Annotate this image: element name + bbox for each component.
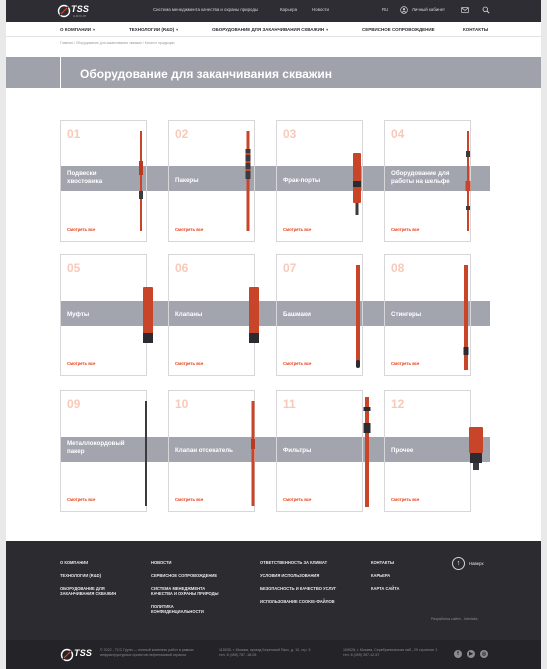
search-icon[interactable] <box>482 6 490 14</box>
breadcrumb[interactable]: Главная / Оборудование для заканчивания скважин / Каталог продукции <box>60 41 175 45</box>
footer-column <box>260 560 360 612</box>
see-all-link[interactable]: Смотреть все <box>283 361 312 366</box>
address-line: 115035, г. Москва, проезд Береговой Пасс, д. 10, стр. 5 <box>219 648 311 652</box>
top-link-career[interactable]: Карьера <box>280 7 298 12</box>
see-all-link[interactable]: Смотреть все <box>175 361 204 366</box>
nav-label: ТЕХНОЛОГИИ (R&D) <box>129 27 175 32</box>
card-number: 10 <box>175 397 189 411</box>
coupling-image <box>141 285 155 345</box>
account-link[interactable]: Личный кабинет <box>412 7 446 12</box>
card-number: 12 <box>391 397 405 411</box>
nav-item-contacts[interactable] <box>463 27 488 32</box>
footer-link[interactable]: О КОМПАНИИ <box>60 560 89 565</box>
phone-line[interactable]: тел. 8 (499) 397-12-57 <box>343 653 380 657</box>
card-number: 11 <box>283 397 296 411</box>
logo-mark-icon <box>57 4 71 18</box>
category-card[interactable] <box>168 120 255 242</box>
card-label: Клапаны <box>175 311 203 318</box>
frac-port-image <box>351 151 363 216</box>
card-number: 09 <box>67 397 81 411</box>
card-label: Стингеры <box>391 311 422 318</box>
footer-link[interactable]: КАРЬЕРА <box>371 573 391 578</box>
see-all-link[interactable]: Смотреть все <box>283 497 312 502</box>
nav-item-service[interactable] <box>362 27 435 32</box>
logo-mark-icon <box>60 648 74 662</box>
shutoff-valve-image <box>249 401 257 506</box>
footer-link[interactable]: УСЛОВИЯ ИСПОЛЬЗОВАНИЯ <box>260 573 320 578</box>
nav-label: КОНТАКТЫ <box>463 27 489 32</box>
office-address-1 <box>219 648 339 658</box>
footer-link[interactable]: ТЕХНОЛОГИИ (R&D) <box>60 573 101 578</box>
language-switch[interactable]: RU <box>382 7 389 12</box>
see-all-link[interactable]: Смотреть все <box>175 227 204 232</box>
category-card[interactable] <box>60 390 147 512</box>
see-all-link[interactable]: Смотреть все <box>67 227 96 232</box>
youtube-icon[interactable]: ▶ <box>467 650 475 658</box>
mail-icon[interactable] <box>461 6 469 14</box>
category-card[interactable] <box>168 254 255 376</box>
chevron-down-icon: ▾ <box>176 27 179 32</box>
card-label: Металлокордовый пакер <box>67 440 125 455</box>
logo-text: TSS <box>71 4 90 14</box>
footer-link[interactable]: ИСПОЛЬЗОВАНИЕ COOKIE-ФАЙЛОВ <box>260 599 335 604</box>
logo-text: TSS <box>74 648 93 658</box>
copyright: © 2022 - ТСС Групп — полный комплекс работ в рамках инфраструктурных проектов нефтегазовой отрасли <box>100 648 194 657</box>
category-card[interactable] <box>384 120 471 242</box>
offshore-equipment-image <box>463 131 473 231</box>
nav-item-equipment[interactable] <box>212 27 328 32</box>
footer-column <box>371 560 447 599</box>
category-card[interactable] <box>384 254 471 376</box>
liner-hanger-image <box>137 131 145 231</box>
card-label: Башмаки <box>283 311 311 318</box>
top-link-news[interactable]: Новости <box>312 7 329 12</box>
category-card[interactable] <box>276 254 363 376</box>
nav-label: СЕРВИСНОЕ СОПРОВОЖДЕНИЕ <box>362 27 435 32</box>
footer-link[interactable]: НОВОСТИ <box>151 560 172 565</box>
top-bar <box>6 0 541 22</box>
card-number: 06 <box>175 261 189 275</box>
scroll-up-button[interactable] <box>452 557 465 570</box>
filter-image <box>361 397 373 507</box>
see-all-link[interactable]: Смотреть все <box>391 361 420 366</box>
top-link-quality[interactable]: Система менеджмента качества и охраны природы <box>153 7 259 12</box>
card-label: Фильтры <box>283 447 312 454</box>
footer-link[interactable]: БЕЗОПАСНОСТЬ И КАЧЕСТВО УСЛУГ <box>260 586 337 591</box>
other-equipment-image <box>467 425 485 471</box>
see-all-link[interactable]: Смотреть все <box>175 497 204 502</box>
footer <box>6 541 541 640</box>
category-card[interactable] <box>60 254 147 376</box>
category-card[interactable] <box>276 390 363 512</box>
logo[interactable] <box>57 4 97 18</box>
footer-column <box>60 560 136 604</box>
developer-credit[interactable]: Разработка сайта - Interlabs <box>431 617 478 621</box>
footer-logo[interactable] <box>60 648 100 662</box>
footer-link[interactable]: ОБОРУДОВАНИЕ ДЛЯ ЗАКАНЧИВАНИЯ СКВАЖИН <box>60 586 117 596</box>
card-label: Оборудование для работы на шельфе <box>391 170 450 185</box>
see-all-link[interactable]: Смотреть все <box>391 497 420 502</box>
card-label: Клапан отсекатель <box>175 447 233 454</box>
category-card[interactable] <box>384 390 471 512</box>
category-card[interactable] <box>276 120 363 242</box>
address-line: 109028, г. Москва, Серебряническая наб., 29 строение 1 <box>343 648 438 652</box>
shoe-image <box>353 265 363 370</box>
page <box>6 0 541 669</box>
phone-line[interactable]: тел. 8 (495) 787 -18-05 <box>219 653 257 657</box>
footer-link[interactable]: ПОЛИТИКА КОНФИДЕНЦИАЛЬНОСТИ <box>151 604 204 614</box>
card-number: 07 <box>283 261 297 275</box>
card-number: 03 <box>283 127 297 141</box>
main-nav <box>6 22 541 37</box>
instagram-icon[interactable]: ◎ <box>481 651 487 657</box>
card-number: 08 <box>391 261 405 275</box>
see-all-link[interactable]: Смотреть все <box>391 227 420 232</box>
category-card[interactable] <box>60 120 147 242</box>
card-number: 04 <box>391 127 405 141</box>
card-number: 05 <box>67 261 81 275</box>
chevron-down-icon: ▾ <box>92 27 95 32</box>
card-label: Прочее <box>391 447 414 454</box>
card-label: Муфты <box>67 311 90 318</box>
card-number: 01 <box>67 127 81 141</box>
logo-subtext: GROUP <box>73 14 87 18</box>
packer-image <box>243 131 253 231</box>
see-all-link[interactable]: Смотреть все <box>67 497 96 502</box>
card-number: 02 <box>175 127 189 141</box>
footer-link[interactable]: КОНТАКТЫ <box>371 560 394 565</box>
see-all-link[interactable]: Смотреть все <box>67 361 96 366</box>
nav-item-about[interactable] <box>60 27 95 32</box>
office-address-2 <box>343 648 453 658</box>
footer-column <box>151 560 227 622</box>
arrow-up-icon: ↑ <box>456 560 461 567</box>
category-card[interactable] <box>168 390 255 512</box>
nav-label: О КОМПАНИИ <box>60 27 91 32</box>
footer-link[interactable]: ОТВЕТСТВЕННОСТЬ ЗА КЛИМАТ <box>260 560 328 565</box>
facebook-icon[interactable]: f <box>454 650 462 658</box>
see-all-link[interactable]: Смотреть все <box>283 227 312 232</box>
metal-cord-packer-image <box>143 401 149 506</box>
valve-image <box>247 285 261 345</box>
nav-item-rnd[interactable] <box>129 27 178 32</box>
card-label: Пакеры <box>175 177 199 184</box>
card-label: Фрак-порты <box>283 177 321 184</box>
footer-link[interactable]: СИСТЕМА МЕНЕДЖМЕНТА КАЧЕСТВА И ОХРАНЫ ПРИРОДЫ <box>151 586 219 596</box>
stinger-image <box>461 265 471 370</box>
footer-link[interactable]: СЕРВИСНОЕ СОПРОВОЖДЕНИЕ <box>151 573 218 578</box>
nav-label: ОБОРУДОВАНИЕ ДЛЯ ЗАКАНЧИВАНИЯ СКВАЖИН <box>212 27 325 32</box>
page-title: Оборудование для заканчивания скважин <box>80 67 332 81</box>
footer-link[interactable]: КАРТА САЙТА <box>371 586 400 591</box>
user-icon[interactable] <box>400 6 408 14</box>
scroll-up-label[interactable]: Наверх <box>469 561 484 566</box>
chevron-down-icon: ▾ <box>326 27 329 32</box>
card-label: Подвески хвостовика <box>67 170 103 185</box>
